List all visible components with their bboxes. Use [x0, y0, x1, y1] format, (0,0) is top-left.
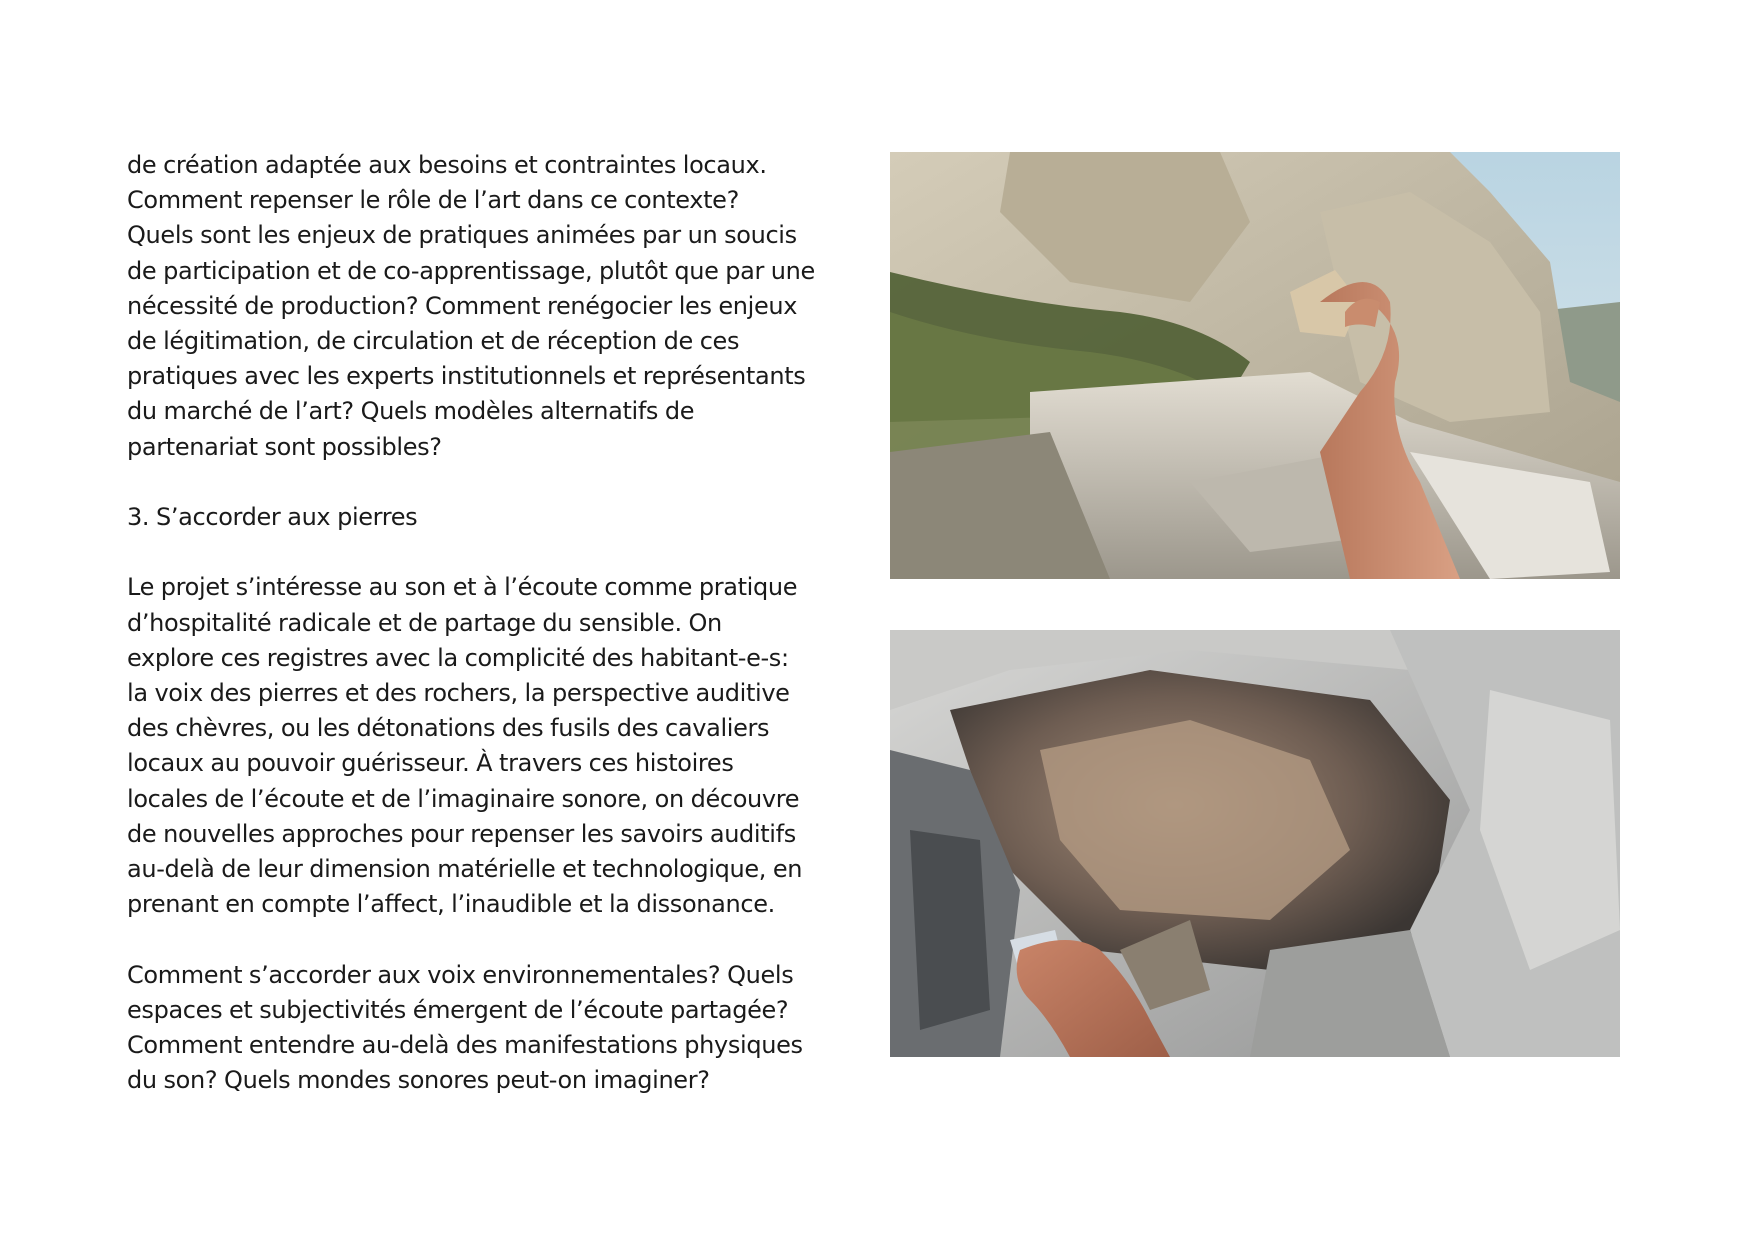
text-line: de légitimation, de circulation et de réception de ces	[127, 327, 740, 356]
text-line: du marché de l’art? Quels modèles alternatifs de	[127, 397, 695, 426]
text-line: Comment entendre au-delà des manifestations physiques	[127, 1031, 803, 1060]
section-heading	[127, 500, 807, 535]
photo-rock-cavity-image	[890, 630, 1620, 1057]
text-line: Quels sont les enjeux de pratiques animées par un soucis	[127, 221, 797, 250]
paragraph-questions	[127, 958, 807, 1099]
paragraph-gap	[127, 465, 807, 500]
text-line: au-delà de leur dimension matérielle et technologique, en	[127, 855, 803, 884]
text-line: de nouvelles approches pour repenser les savoirs auditifs	[127, 819, 796, 848]
paragraph-intro	[127, 148, 815, 465]
text-line: de création adaptée aux besoins et contraintes locaux.	[127, 151, 767, 179]
paragraph-gap	[127, 535, 807, 570]
text-line: locales de l’écoute et de l’imaginaire sonore, on découvre	[127, 784, 800, 813]
text-line: explore ces registres avec la complicité des habitant-e-s:	[127, 643, 789, 672]
text-line: des chèvres, ou les détonations des fusils des cavaliers	[127, 714, 770, 743]
paragraph-listening	[127, 570, 807, 922]
photo-rock-cavity	[890, 630, 1620, 1057]
text-line: du son? Quels mondes sonores peut-on imaginer?	[127, 1066, 710, 1095]
text-line: nécessité de production? Comment renégocier les enjeux	[127, 291, 798, 320]
text-column	[127, 148, 815, 1098]
photo-hand-holding-stone	[890, 152, 1620, 579]
section-heading-text: 3. S’accorder aux pierres	[127, 503, 418, 532]
text-line: partenariat sont possibles?	[127, 432, 442, 461]
text-line: la voix des pierres et des rochers, la perspective auditive	[127, 679, 790, 708]
text-line: pratiques avec les experts institutionnels et représentants	[127, 362, 806, 391]
text-line: d’hospitalité radicale et de partage du sensible. On	[127, 608, 722, 637]
text-line: locaux au pouvoir guérisseur. À travers ces histoires	[127, 749, 734, 778]
text-line: Comment repenser le rôle de l’art dans ce contexte?	[127, 186, 739, 215]
text-line: Comment s’accorder aux voix environnementales? Quels	[127, 960, 794, 989]
photo-hand-holding-stone-image	[890, 152, 1620, 579]
text-line: prenant en compte l’affect, l’inaudible et la dissonance.	[127, 890, 775, 919]
text-line: de participation et de co-apprentissage, plutôt que par une	[127, 256, 815, 285]
paragraph-gap	[127, 922, 807, 957]
text-line: espaces et subjectivités émergent de l’écoute partagée?	[127, 995, 789, 1024]
text-line: Le projet s’intéresse au son et à l’écoute comme pratique	[127, 573, 798, 602]
